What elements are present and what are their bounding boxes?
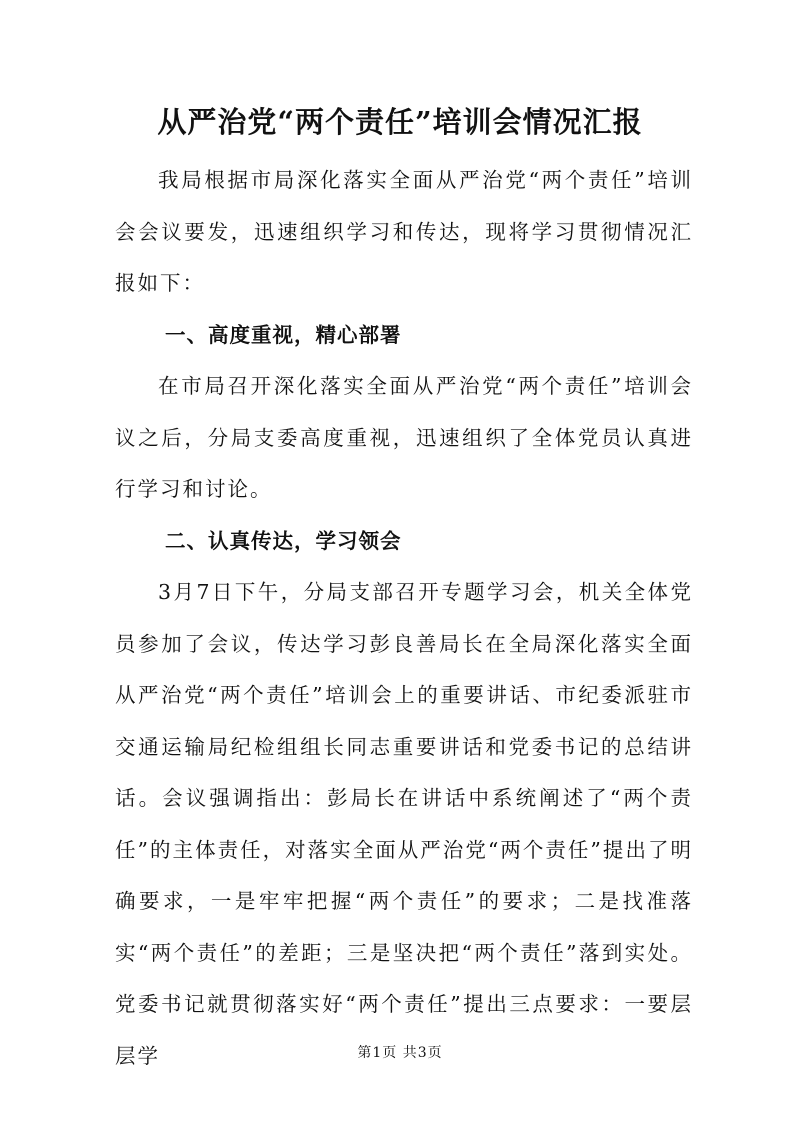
section-2-paragraph: 3月7日下午，分局支部召开专题学习会，机关全体党员参加了会议，传达学习彭良善局长在全局深化落实全面从严治党“两个责任”培训会上的重要讲话、市纪委派驻市交通运输局纪检组组长同志重要讲话和党委书记的总结讲话。会议强调指出：彭局长在讲话中系统阐述了“两个责任”的主体责任，对落实全面从严治党“两个责任”提出了明确要求，一是牢牢把握“两个责任”的要求；二是找准落实“两个责任”的差距；三是坚决把“两个责任”落到实处。党委书记就贯彻落实好“两个责任”提出三点要求：一要层层学 <box>115 580 693 1068</box>
document-title: 从严治党“两个责任”培训会情况汇报 <box>157 105 643 139</box>
section-heading-2: 二、认真传达，学习领会 <box>165 528 402 553</box>
section-1-paragraph: 在市局召开深化落实全面从严治党“两个责任”培训会议之后，分局支委高度重视，迅速组织了全体党员认真进行学习和讨论。 <box>115 374 693 501</box>
page-number-label: 第1页 共3页 <box>357 1045 443 1061</box>
section-heading-1: 一、高度重视，精心部署 <box>165 322 402 347</box>
intro-paragraph: 我局根据市局深化落实全面从严治党“两个责任”培训会会议要发，迅速组织学习和传达，现将学习贯彻情况汇报如下： <box>115 168 693 295</box>
document-body <box>115 155 693 1082</box>
page-footer <box>0 1042 800 1062</box>
